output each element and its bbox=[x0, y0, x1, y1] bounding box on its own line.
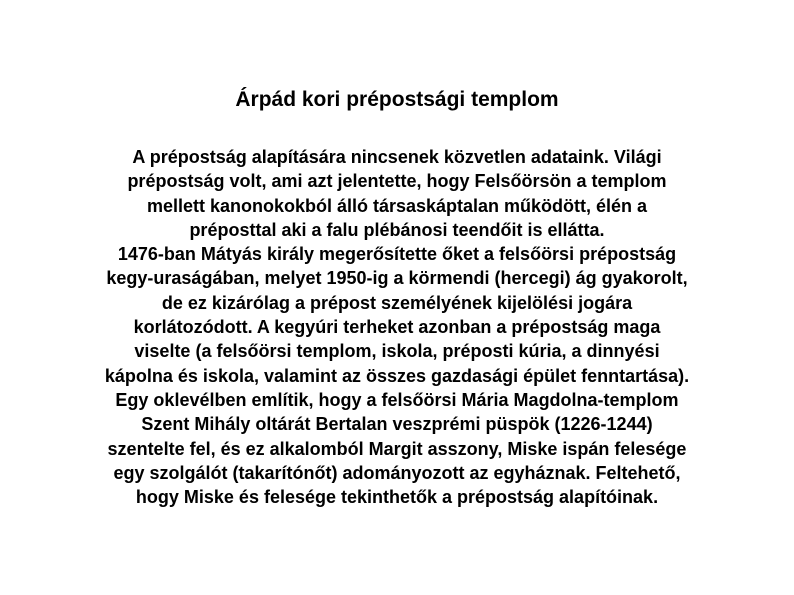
body-line: Szent Mihály oltárát Bertalan veszprémi püspök (1226-1244) bbox=[141, 414, 653, 435]
body-line: mellett kanonokokból álló társaskáptalan működött, élén a bbox=[146, 195, 648, 216]
body-line: Egy oklevélben említik, hogy a felsőörsi Mária Magdolna-templom bbox=[115, 389, 679, 410]
body-line: egy szolgálót (takarítónőt) adományozott az egyháznak. Feltehető, bbox=[113, 462, 681, 483]
slide-title: Árpád kori prépostsági templom bbox=[235, 88, 559, 111]
body-line: de ez kizárólag a prépost személyének kijelölési jogára bbox=[161, 292, 633, 313]
body-line: A prépostság alapítására nincsenek közvetlen adataink. Világi bbox=[132, 147, 662, 167]
body-line: korlátozódott. A kegyúri terheket azonban a prépostság maga bbox=[133, 317, 661, 338]
body-line: viselte (a felsőörsi templom, iskola, préposti kúria, a dinnyési bbox=[134, 341, 660, 362]
body-line: hogy Miske és felesége tekinthetők a prépostság alapítóinak. bbox=[135, 487, 659, 508]
body-line: kápolna és iskola, valamint az összes gazdasági épület fenntartása). bbox=[104, 365, 690, 386]
body-line: kegy-uraságában, melyet 1950-ig a körmendi (hercegi) ág gyakorolt, bbox=[106, 268, 688, 289]
body-line: préposttal aki a falu plébánosi teendőit is ellátta. bbox=[189, 219, 605, 240]
body-line: prépostság volt, ami azt jelentette, hogy Felsőörsön a templom bbox=[127, 171, 667, 192]
body-line: 1476-ban Mátyás király megerősítette őket a felsőörsi prépostság bbox=[117, 244, 677, 265]
body-line: szentelte fel, és ez alkalomból Margit asszony, Miske ispán felesége bbox=[107, 438, 687, 459]
slide-body bbox=[0, 145, 794, 509]
